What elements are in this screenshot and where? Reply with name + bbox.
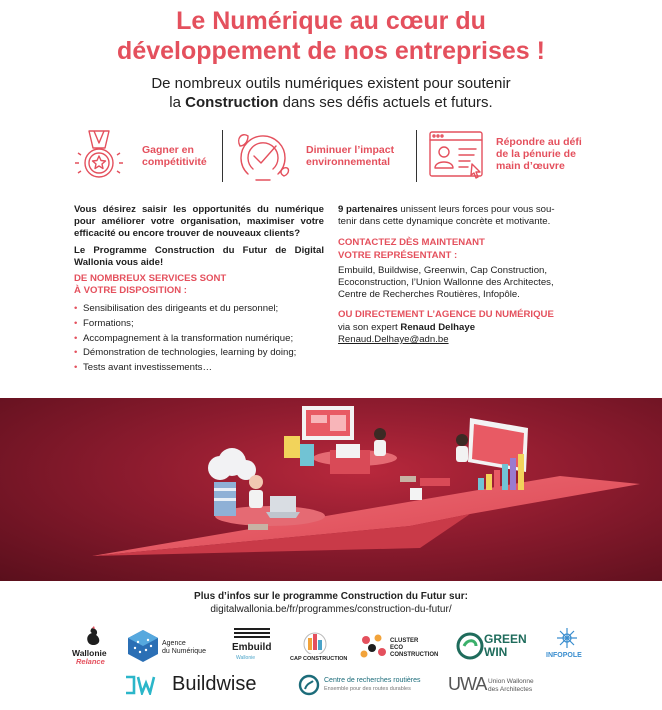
benefit-environment bbox=[232, 128, 412, 184]
program-text: Le Programme Construction du Futur de Digital Wallonia vous aide! bbox=[74, 244, 324, 268]
benefit-label: Gagner en compétitivité bbox=[142, 144, 207, 168]
contact-heading: CONTACTEZ DÈS MAINTENANT VOTRE REPRÉSENTANT : bbox=[338, 237, 485, 261]
eco-check-icon bbox=[234, 128, 292, 184]
agency-heading: OU DIRECTEMENT L’AGENCE DU NUMÉRIQUE bbox=[338, 309, 554, 321]
benefit-competitiveness bbox=[70, 128, 220, 184]
benefit-label: Diminuer l’impact environnemental bbox=[306, 144, 395, 168]
subtitle-line-2: la Construction dans ses défis actuels et futurs. bbox=[169, 94, 493, 111]
services-heading: DE NOMBREUX SERVICES SONT À VOTRE DISPOSITION : bbox=[74, 273, 227, 297]
infopole-star-icon bbox=[555, 626, 579, 650]
greenwin-circle-icon bbox=[456, 632, 484, 660]
intro-text: Vous désirez saisir les opportunités du numérique pour améliorer votre organisation, maximiser votre efficacité ou encore trouver de nouveaux clients? bbox=[74, 204, 324, 240]
list-item: • Tests avant investissements… bbox=[74, 362, 324, 374]
benefit-labour-shortage bbox=[426, 128, 596, 184]
embuild-logo: Embuild Wallonie bbox=[232, 628, 276, 664]
rooster-icon bbox=[82, 626, 104, 648]
list-item: • Démonstration de technologies, learning by doing; bbox=[74, 347, 324, 359]
wallonie-relance-logo: Wallonie Relance bbox=[72, 626, 114, 666]
right-column bbox=[338, 204, 590, 346]
digital-construction-illustration bbox=[0, 398, 662, 581]
list-item: • Accompagnement à la transformation numérique; bbox=[74, 333, 324, 345]
crane-icon bbox=[298, 628, 332, 654]
medal-icon bbox=[70, 128, 128, 184]
expert-text: via son expert Renaud Delhaye bbox=[338, 321, 476, 333]
benefit-label: Répondre au défi de la pénurie de main d’œuvre bbox=[496, 136, 582, 172]
more-info-label: Plus d’infos sur le programme Construction du Futur sur: bbox=[194, 591, 468, 602]
greenwin-logo: GREEN WIN bbox=[456, 630, 532, 664]
divider bbox=[416, 130, 417, 182]
cluster-eco-construction-logo: CLUSTER ECO CONSTRUCTION bbox=[358, 630, 442, 666]
list-item: • Formations; bbox=[74, 318, 324, 330]
headline-line-2: développement de nos entreprises ! bbox=[117, 37, 545, 65]
benefits-row bbox=[70, 128, 590, 184]
buildwise-logo: Buildwise bbox=[124, 672, 280, 698]
services-list bbox=[74, 303, 324, 374]
program-url-link[interactable]: digitalwallonia.be/fr/programmes/construction-du-futur/ bbox=[210, 604, 452, 615]
job-profile-icon bbox=[428, 130, 486, 182]
representatives-list: Embuild, Buildwise, Greenwin, Cap Construction, Ecoconstruction, l’Union Wallonne des Architectes, Centre de Recherches Routières, Infopôle. bbox=[338, 264, 554, 301]
road-circle-icon bbox=[298, 674, 320, 696]
embuild-bars-icon bbox=[234, 628, 270, 640]
cluster-dots-icon bbox=[358, 632, 388, 662]
divider bbox=[222, 130, 223, 182]
list-item: • Sensibilisation des dirigeants et du personnel; bbox=[74, 303, 324, 315]
centre-recherches-routieres-logo: Centre de recherches routières Ensemble pour des routes durables bbox=[298, 674, 434, 700]
headline-line-1: Le Numérique au cœur du bbox=[176, 7, 486, 35]
buildwise-mark-icon bbox=[124, 675, 164, 695]
union-wallonne-architectes-logo: UWA Union Wallonne des Architectes bbox=[448, 674, 534, 694]
left-column bbox=[74, 204, 324, 376]
infopole-logo: INFOPOLE bbox=[544, 626, 590, 666]
expert-email-link[interactable]: Renaud.Delhaye@adn.be bbox=[338, 333, 449, 345]
subtitle-line-1: De nombreux outils numériques existent pour soutenir bbox=[151, 75, 511, 92]
adn-dots-icon bbox=[126, 628, 160, 664]
agence-du-numerique-logo: Agence du Numérique bbox=[126, 628, 218, 668]
illustration-banner bbox=[0, 398, 662, 581]
cap-construction-logo: CAP CONSTRUCTION bbox=[290, 628, 340, 666]
partners-text: 9 partenaires unissent leurs forces pour vous sou- tenir dans cette dynamique concrète et motivante. bbox=[338, 204, 555, 228]
